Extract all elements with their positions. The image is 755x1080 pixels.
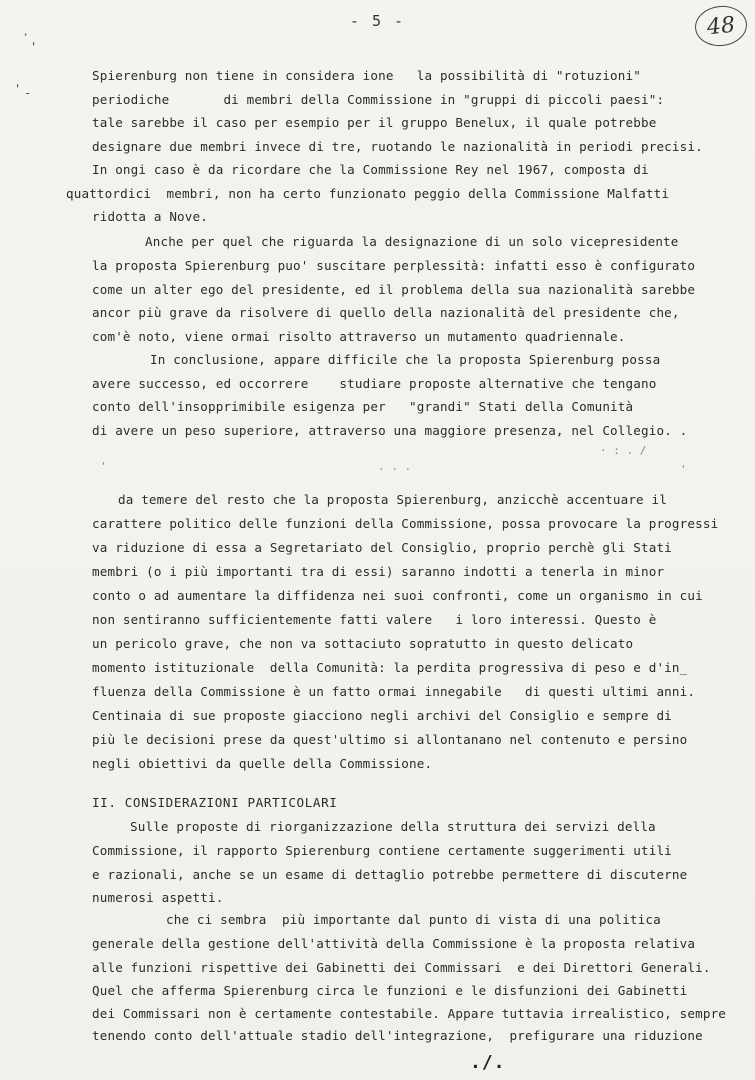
text-line: generale della gestione dell'attività della Commissione è la proposta relativa (92, 936, 696, 951)
text-line: alle funzioni rispettive dei Gabinetti dei Commissari e dei Direttori Generali. (92, 960, 711, 975)
text-line: e razionali, anche se un esame di dettaglio potrebbe permettere di discuterne (92, 867, 688, 882)
text-line: tenendo conto dell'attuale stadio dell'integrazione, prefigurare una riduzione (92, 1028, 703, 1043)
text-line: Commissione, il rapporto Spierenburg contiene certamente suggerimenti utili (92, 843, 672, 858)
text-line: che ci sembra più importante dal punto di vista di una politica (166, 912, 661, 927)
text-line: avere successo, ed occorrere studiare proposte alternative che tengano (92, 376, 657, 391)
text-line: come un alter ego del presidente, ed il problema della sua nazionalità sarebbe (92, 282, 696, 297)
text-line: più le decisioni prese da quest'ultimo si allontanano nel contenuto e persino (92, 732, 688, 747)
margin-mark: ' (30, 40, 38, 54)
section-heading: II. CONSIDERAZIONI PARTICOLARI (92, 795, 338, 810)
text-line: carattere politico delle funzioni della Commissione, possa provocare la progressi (92, 516, 719, 531)
text-line: dei Commissari non è certamente contestabile. Appare tuttavia irrealistico, sempre (92, 1006, 727, 1021)
text-line: In conclusione, appare difficile che la proposta Spierenburg possa (150, 352, 661, 367)
ink-smudge: · : . / (600, 444, 647, 457)
text-line: In ongi caso è da ricordare che la Commissione Rey nel 1967, composta di (92, 162, 649, 177)
margin-mark: - (24, 86, 32, 100)
text-line: numerosi aspetti. (92, 890, 224, 905)
text-line: conto o ad aumentare la diffidenza nei suoi confronti, come un organismo in cui (92, 588, 703, 603)
text-line: Spierenburg non tiene in considera ione la possibilità di "rotuzioni" (92, 68, 641, 83)
text-line: com'è noto, viene ormai risolto attraverso un mutamento quadriennale. (92, 329, 626, 344)
text-line: un pericolo grave, che non va sottaciuto sopratutto in questo delicato (92, 636, 634, 651)
page-number: - 5 - (349, 12, 406, 30)
text-line: tale sarebbe il caso per esempio per il gruppo Benelux, il quale potrebbe (92, 115, 657, 130)
ink-smudge: · · · (378, 463, 412, 476)
text-line: va riduzione di essa a Segretariato del Consiglio, proprio perchè gli Stati (92, 540, 672, 555)
text-line: ridotta a Nove. (92, 209, 208, 224)
text-line: Centinaia di sue proposte giacciono negli archivi del Consiglio e sempre di (92, 708, 672, 723)
text-line: Quel che afferma Spierenburg circa le funzioni e le disfunzioni dei Gabinetti (92, 983, 688, 998)
ink-smudge: ' (680, 463, 687, 476)
text-line: conto dell'insopprimibile esigenza per "grandi" Stati della Comunità (92, 399, 634, 414)
margin-mark: · (22, 28, 30, 42)
text-line: Anche per quel che riguarda la designazione di un solo vicepresidente (145, 234, 679, 249)
text-line: la proposta Spierenburg puo' suscitare perplessità: infatti esso è configurato (92, 258, 696, 273)
text-line: Sulle proposte di riorganizzazione della struttura dei servizi della (130, 819, 656, 834)
ink-smudge: ' (100, 460, 107, 473)
text-line: membri (o i più importanti tra di essi) saranno indotti a tenerla in minor (92, 564, 665, 579)
text-line: quattordici membri, non ha certo funzionato peggio della Commissione Malfatti (66, 186, 670, 201)
text-line: negli obiettivi da quelle della Commissione. (92, 756, 433, 771)
text-line: ancor più grave da risolvere di quello della nazionalità del presidente che, (92, 305, 680, 320)
continuation-mark: ./. (470, 1052, 506, 1073)
text-line: fluenza della Commissione è un fatto ormai innegabile di questi ultimi anni. (92, 684, 696, 699)
text-line: designare due membri invece di tre, ruotando le nazionalità in periodi precisi. (92, 139, 703, 154)
text-line: da temere del resto che la proposta Spierenburg, anzicchè accentuare il (118, 492, 667, 507)
text-line: periodiche di membri della Commissione in "gruppi di piccoli paesi": (92, 92, 665, 107)
archive-stamp: 48 (693, 3, 749, 48)
text-line: momento istituzionale della Comunità: la perdita progressiva di peso e d'in_ (92, 660, 688, 675)
text-line: non sentiranno sufficientemente fatti valere i loro interessi. Questo è (92, 612, 657, 627)
margin-mark: ' (14, 82, 22, 96)
text-line: di avere un peso superiore, attraverso una maggiore presenza, nel Collegio. . (92, 423, 688, 438)
